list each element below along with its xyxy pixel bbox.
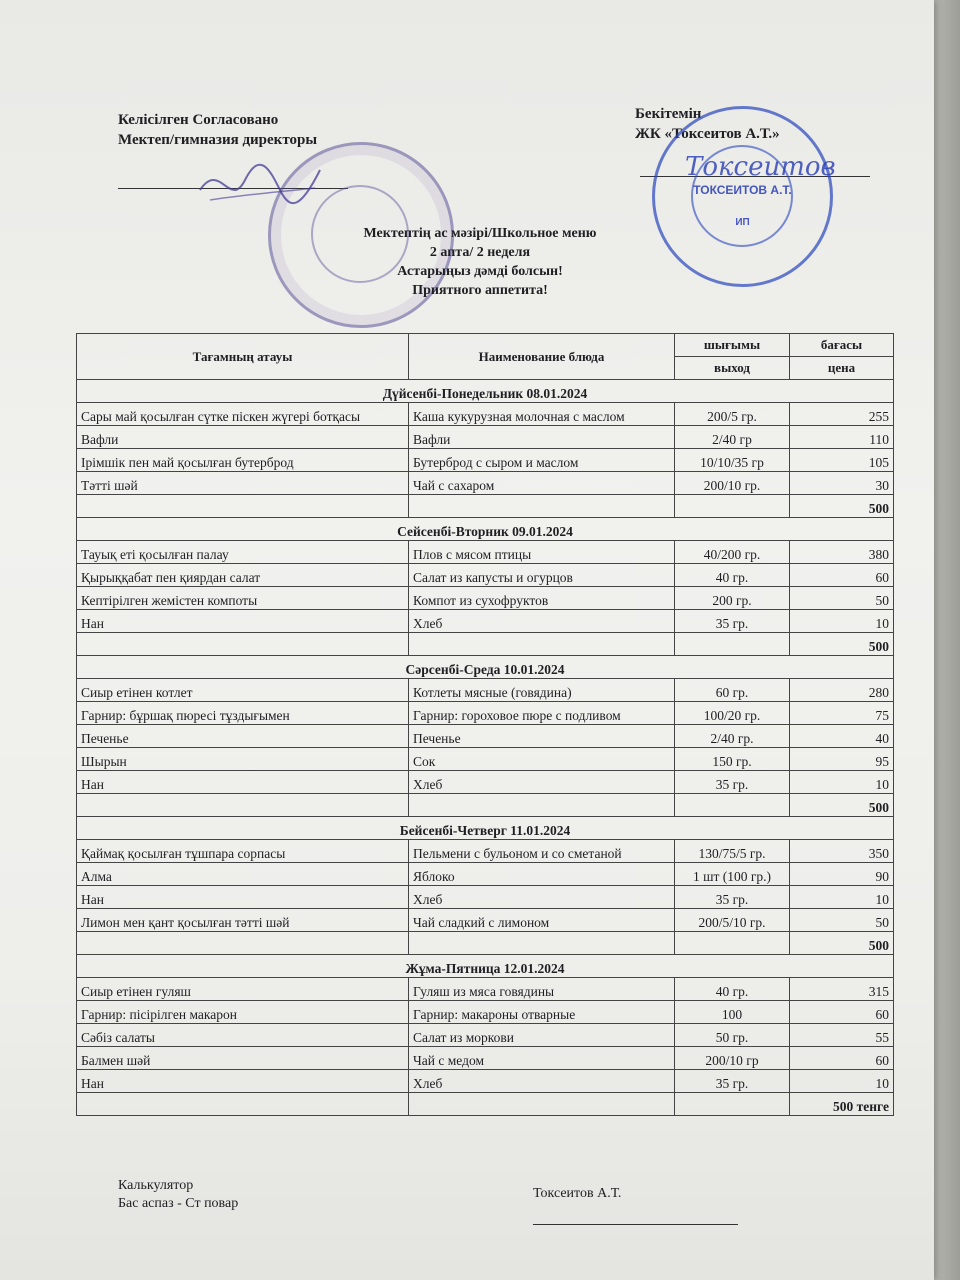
wall-background — [930, 0, 960, 1280]
dish-output: 40 гр. — [675, 564, 790, 587]
empty-cell — [409, 794, 675, 817]
dish-row — [77, 771, 894, 794]
day-title: Сәрсенбі-Среда 10.01.2024 — [77, 656, 894, 679]
dish-name-kz: Сәбіз салаты — [77, 1024, 409, 1047]
dish-price: 50 — [790, 909, 894, 932]
dish-row — [77, 1070, 894, 1093]
dish-output: 150 гр. — [675, 748, 790, 771]
day-total-row — [77, 495, 894, 518]
dish-name-kz: Ірімшік пен май қосылған бутерброд — [77, 449, 409, 472]
dish-output: 2/40 гр — [675, 426, 790, 449]
footer-left — [118, 1177, 238, 1213]
dish-name-kz: Гарнир: бұршақ пюресі тұздығымен — [77, 702, 409, 725]
empty-cell — [675, 495, 790, 518]
dish-name-ru: Плов с мясом птицы — [409, 541, 675, 564]
dish-output: 40 гр. — [675, 978, 790, 1001]
dish-price: 10 — [790, 1070, 894, 1093]
dish-price: 110 — [790, 426, 894, 449]
dish-price: 255 — [790, 403, 894, 426]
day-header-row — [77, 656, 894, 679]
dish-output: 200/10 гр. — [675, 472, 790, 495]
dish-name-ru: Компот из сухофруктов — [409, 587, 675, 610]
dish-price: 105 — [790, 449, 894, 472]
dish-row — [77, 725, 894, 748]
stamp-type: ИП — [735, 217, 750, 228]
header-output-ru: выход — [675, 357, 790, 380]
empty-cell — [77, 1093, 409, 1116]
dish-output: 50 гр. — [675, 1024, 790, 1047]
dish-row — [77, 748, 894, 771]
day-total-row — [77, 1093, 894, 1116]
dish-output: 10/10/35 гр — [675, 449, 790, 472]
empty-cell — [77, 633, 409, 656]
dish-name-ru: Хлеб — [409, 1070, 675, 1093]
dish-row — [77, 702, 894, 725]
dish-name-ru: Чай с медом — [409, 1047, 675, 1070]
dish-price: 75 — [790, 702, 894, 725]
approve-label: Бекітемін — [635, 106, 702, 122]
agreed-label: Келісілген Согласовано — [118, 112, 279, 128]
dish-output: 2/40 гр. — [675, 725, 790, 748]
dish-row — [77, 541, 894, 564]
dish-name-ru: Каша кукурузная молочная с маслом — [409, 403, 675, 426]
dish-row — [77, 886, 894, 909]
dish-output: 200/5/10 гр. — [675, 909, 790, 932]
title-line-2: 2 апта/ 2 неделя — [429, 245, 531, 260]
chef-label: Бас аспаз - Ст повар — [118, 1196, 239, 1211]
dish-row — [77, 679, 894, 702]
dish-row — [77, 840, 894, 863]
dish-name-kz: Сары май қосылған сүтке піскен жүгері ботқасы — [77, 403, 409, 426]
day-header-row — [77, 955, 894, 978]
day-total: 500 — [790, 794, 894, 817]
dish-name-ru: Хлеб — [409, 886, 675, 909]
dish-name-ru: Хлеб — [409, 610, 675, 633]
dish-output: 200/5 гр. — [675, 403, 790, 426]
dish-price: 60 — [790, 564, 894, 587]
approval-left-block — [118, 110, 317, 150]
dish-name-ru: Сок — [409, 748, 675, 771]
dish-price: 40 — [790, 725, 894, 748]
dish-output: 100 — [675, 1001, 790, 1024]
dish-output: 35 гр. — [675, 610, 790, 633]
header-price-ru: цена — [790, 357, 894, 380]
dish-name-kz: Тауық еті қосылған палау — [77, 541, 409, 564]
dish-output: 200 гр. — [675, 587, 790, 610]
dish-name-ru: Чай с сахаром — [409, 472, 675, 495]
day-title: Дүйсенбі-Понедельник 08.01.2024 — [77, 380, 894, 403]
director-signature — [190, 150, 330, 230]
dish-output: 35 гр. — [675, 1070, 790, 1093]
header-ru-name: Наименование блюда — [409, 334, 675, 380]
dish-name-ru: Печенье — [409, 725, 675, 748]
dish-row — [77, 863, 894, 886]
dish-price: 350 — [790, 840, 894, 863]
dish-name-kz: Сиыр етінен гуляш — [77, 978, 409, 1001]
dish-row — [77, 449, 894, 472]
dish-row — [77, 403, 894, 426]
dish-row — [77, 1001, 894, 1024]
dish-name-kz: Гарнир: пісірілген макарон — [77, 1001, 409, 1024]
dish-name-ru: Хлеб — [409, 771, 675, 794]
day-total: 500 — [790, 633, 894, 656]
dish-price: 55 — [790, 1024, 894, 1047]
menu-table — [76, 333, 894, 1116]
dish-price: 60 — [790, 1001, 894, 1024]
empty-cell — [675, 794, 790, 817]
dish-name-kz: Шырын — [77, 748, 409, 771]
footer-right — [533, 1186, 621, 1202]
day-header-row — [77, 380, 894, 403]
day-total: 500 — [790, 495, 894, 518]
empty-cell — [675, 633, 790, 656]
ip-stamp — [652, 106, 833, 287]
dish-row — [77, 1024, 894, 1047]
empty-cell — [77, 932, 409, 955]
dish-name-ru: Яблоко — [409, 863, 675, 886]
dish-name-ru: Салат из капусты и огурцов — [409, 564, 675, 587]
day-total: 500 тенге — [790, 1093, 894, 1116]
director-label: Мектеп/гимназия директоры — [118, 132, 318, 148]
dish-name-ru: Котлеты мясные (говядина) — [409, 679, 675, 702]
empty-cell — [675, 1093, 790, 1116]
dish-row — [77, 909, 894, 932]
dish-name-ru: Бутерброд с сыром и маслом — [409, 449, 675, 472]
dish-name-ru: Гарнир: макароны отварные — [409, 1001, 675, 1024]
ip-name-label: ЖК «Токсеитов А.Т.» — [635, 126, 780, 142]
day-title: Бейсенбі-Четверг 11.01.2024 — [77, 817, 894, 840]
dish-name-kz: Нан — [77, 886, 409, 909]
dish-price: 60 — [790, 1047, 894, 1070]
chef-name: Токсеитов А.Т. — [533, 1186, 622, 1201]
dish-name-kz: Печенье — [77, 725, 409, 748]
dish-name-kz: Сиыр етінен котлет — [77, 679, 409, 702]
stamp-name: ТОКСЕИТОВ А.Т. — [693, 183, 792, 197]
dish-price: 10 — [790, 771, 894, 794]
dish-output: 60 гр. — [675, 679, 790, 702]
dish-price: 50 — [790, 587, 894, 610]
dish-name-kz: Қырыққабат пен қиярдан салат — [77, 564, 409, 587]
dish-row — [77, 978, 894, 1001]
dish-name-kz: Лимон мен қант қосылған тәтті шәй — [77, 909, 409, 932]
header-price-kz: бағасы — [790, 334, 894, 357]
empty-cell — [409, 932, 675, 955]
dish-row — [77, 426, 894, 449]
dish-name-ru: Гуляш из мяса говядины — [409, 978, 675, 1001]
dish-output: 200/10 гр — [675, 1047, 790, 1070]
dish-name-ru: Пельмени с бульоном и со сметаной — [409, 840, 675, 863]
dish-price: 10 — [790, 610, 894, 633]
dish-name-kz: Нан — [77, 610, 409, 633]
day-title: Сейсенбі-Вторник 09.01.2024 — [77, 518, 894, 541]
dish-name-kz: Алма — [77, 863, 409, 886]
day-title: Жұма-Пятница 12.01.2024 — [77, 955, 894, 978]
dish-name-kz: Тәтті шәй — [77, 472, 409, 495]
dish-name-ru: Чай сладкий с лимоном — [409, 909, 675, 932]
day-total-row — [77, 794, 894, 817]
dish-price: 10 — [790, 886, 894, 909]
day-total-row — [77, 932, 894, 955]
dish-price: 315 — [790, 978, 894, 1001]
empty-cell — [77, 495, 409, 518]
dish-row — [77, 587, 894, 610]
title-line-3: Астарыңыз дәмді болсын! — [397, 264, 563, 279]
menu-title — [300, 224, 660, 300]
dish-name-kz: Кептірілген жемістен компоты — [77, 587, 409, 610]
day-header-row — [77, 817, 894, 840]
dish-output: 40/200 гр. — [675, 541, 790, 564]
signature-handwriting: Токсеитов — [685, 152, 836, 182]
dish-name-kz: Нан — [77, 771, 409, 794]
dish-price: 280 — [790, 679, 894, 702]
dish-price: 95 — [790, 748, 894, 771]
day-header-row — [77, 518, 894, 541]
day-total: 500 — [790, 932, 894, 955]
dish-row — [77, 472, 894, 495]
dish-output: 35 гр. — [675, 771, 790, 794]
header-output-kz: шығымы — [675, 334, 790, 357]
dish-row — [77, 1047, 894, 1070]
empty-cell — [409, 633, 675, 656]
chef-signature-line — [533, 1224, 738, 1225]
dish-output: 100/20 гр. — [675, 702, 790, 725]
dish-name-kz: Нан — [77, 1070, 409, 1093]
dish-name-ru: Гарнир: гороховое пюре с подливом — [409, 702, 675, 725]
calculator-label: Калькулятор — [118, 1178, 194, 1193]
empty-cell — [409, 495, 675, 518]
title-line-1: Мектептің ас мәзірі/Школьное меню — [363, 226, 597, 241]
dish-output: 130/75/5 гр. — [675, 840, 790, 863]
dish-name-kz: Вафли — [77, 426, 409, 449]
dish-name-kz: Балмен шәй — [77, 1047, 409, 1070]
title-line-4: Приятного аппетита! — [412, 283, 548, 298]
dish-row — [77, 564, 894, 587]
header-kz-name: Тағамның атауы — [77, 334, 409, 380]
dish-price: 90 — [790, 863, 894, 886]
day-total-row — [77, 633, 894, 656]
dish-price: 380 — [790, 541, 894, 564]
dish-name-kz: Қаймақ қосылған тұшпара сорпасы — [77, 840, 409, 863]
dish-output: 35 гр. — [675, 886, 790, 909]
dish-output: 1 шт (100 гр.) — [675, 863, 790, 886]
dish-name-ru: Салат из моркови — [409, 1024, 675, 1047]
dish-name-ru: Вафли — [409, 426, 675, 449]
empty-cell — [77, 794, 409, 817]
dish-row — [77, 610, 894, 633]
empty-cell — [675, 932, 790, 955]
empty-cell — [409, 1093, 675, 1116]
dish-price: 30 — [790, 472, 894, 495]
